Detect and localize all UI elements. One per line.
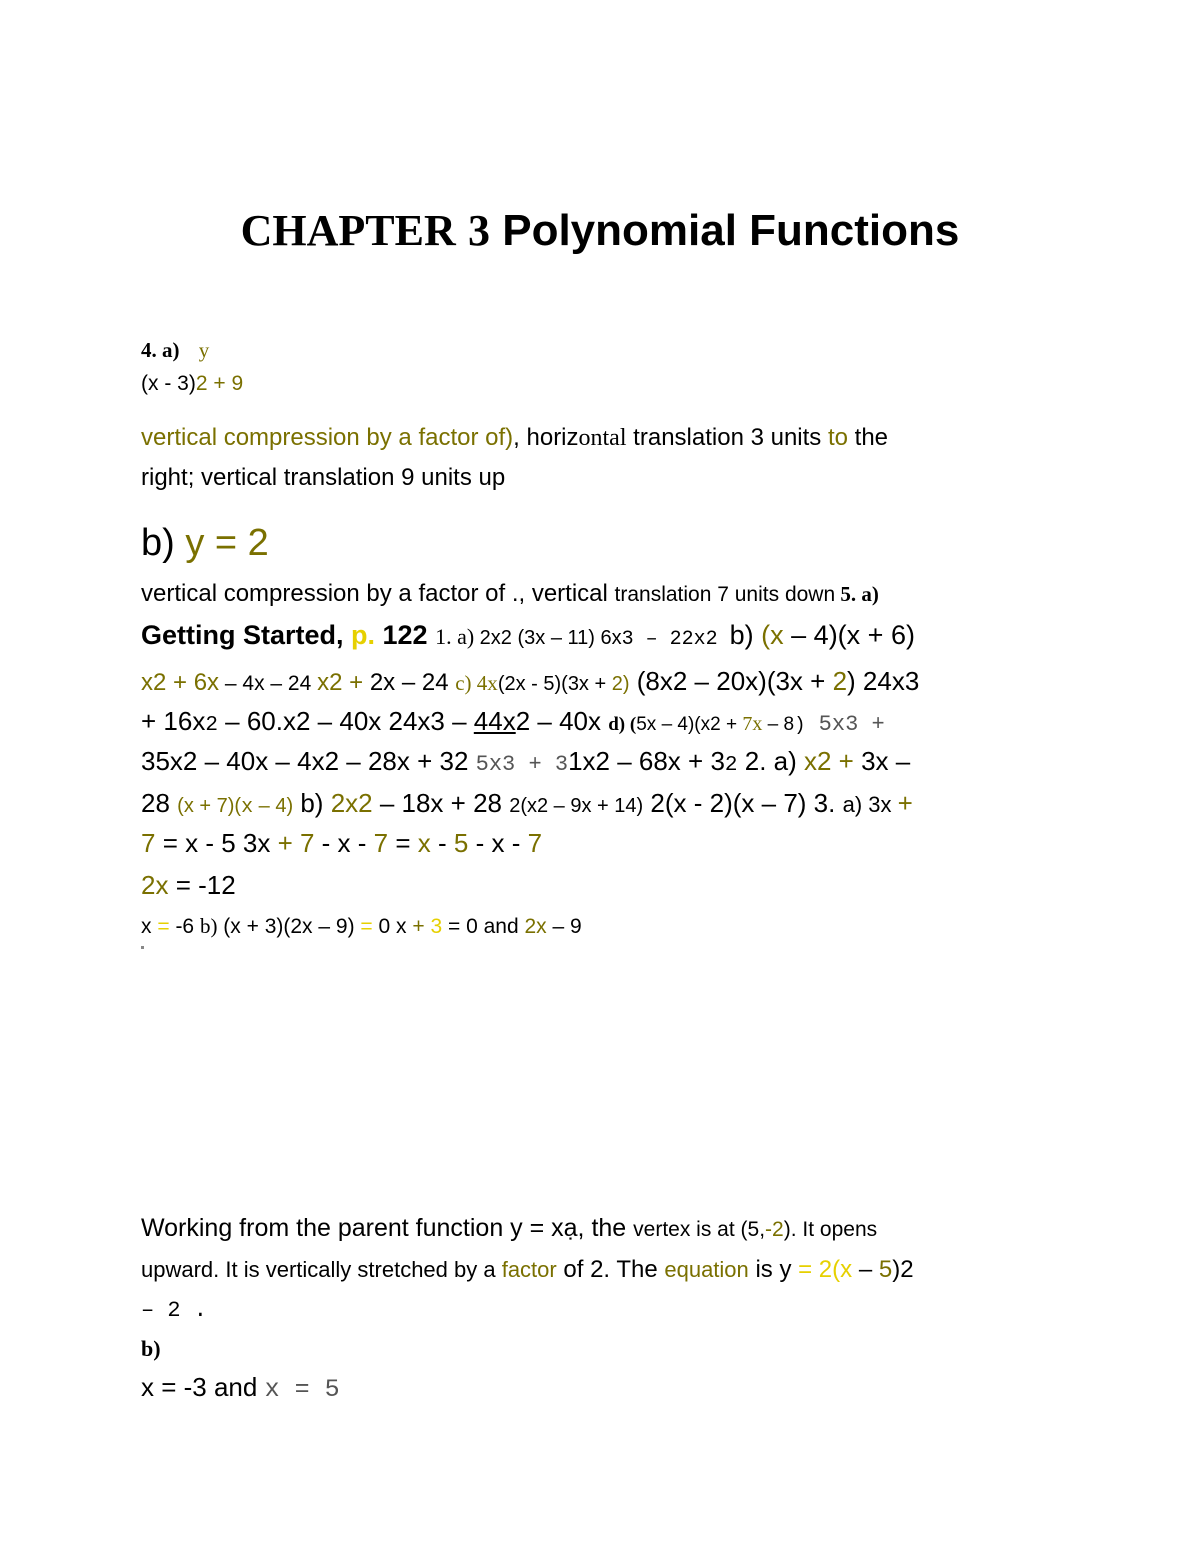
- text-span: +: [412, 915, 425, 938]
- text-span: (2x - 5)(3x +: [497, 673, 612, 695]
- text-span: ). It opens: [783, 1218, 878, 1241]
- getting-started-row-3: [141, 706, 1071, 737]
- q4b-expr: y = 2: [185, 522, 269, 564]
- text-span: factor: [501, 1257, 557, 1282]
- text-span: x2 +: [804, 746, 862, 776]
- text-span: =: [157, 915, 170, 938]
- text-span: (x + 3)(2x – 9): [217, 915, 361, 938]
- text-span: 3x –: [861, 746, 911, 776]
- q4-expr-b: 2 + 9: [195, 372, 244, 395]
- text-span: c) 4x: [455, 671, 498, 695]
- text-span: is y: [748, 1256, 799, 1283]
- text-span: x: [241, 796, 254, 819]
- stray-mark: [141, 946, 144, 949]
- q4b-description: [141, 580, 1071, 608]
- text-span: d) (: [608, 714, 637, 735]
- text-span: 2x2 (3x – 11) 6x: [479, 627, 622, 649]
- text-span: -: [430, 828, 454, 858]
- text-span: x = -3 and: [141, 1372, 265, 1402]
- text-span: of): [485, 424, 514, 451]
- text-span: upward. It is vertically stretched by a: [141, 1257, 502, 1282]
- text-span: of 2. The: [556, 1256, 665, 1283]
- text-span: 5x – 4)(x2 +: [636, 714, 743, 735]
- text-span: 2 – 40x: [515, 706, 609, 736]
- text-span: p.: [351, 620, 376, 650]
- text-span: 1x2 – 68x + 3: [568, 746, 725, 776]
- text-span: x2 + 6x: [141, 669, 220, 696]
- text-span: – 4): [253, 795, 294, 817]
- text-span: vertex is at: [633, 1218, 735, 1241]
- text-span: = -12: [168, 870, 236, 900]
- text-span: – 4x – 24: [219, 672, 318, 695]
- text-span: – 60.x2 – 40x 24x3 –: [217, 706, 474, 736]
- text-span: 2x: [141, 870, 169, 900]
- part-b-label: b): [141, 1336, 161, 1361]
- text-span: translation 3 units: [626, 424, 828, 451]
- text-span: (x + 7)(: [177, 795, 242, 817]
- text-span: – 9: [546, 915, 582, 938]
- q4-label: 4. a): [141, 338, 180, 362]
- getting-started-row-5: [141, 788, 1071, 819]
- q4-expression: [141, 372, 1071, 396]
- q4-description-line-1: [141, 424, 1071, 452]
- getting-started-row-7: [141, 870, 1071, 901]
- bottom-paragraph-line-2: [141, 1256, 1071, 1284]
- text-span: +: [897, 788, 913, 818]
- text-span: – 18x + 28: [372, 788, 510, 818]
- text-span: - x -: [468, 828, 528, 858]
- text-span: 5. a): [835, 582, 879, 606]
- text-span: ontal: [578, 425, 627, 451]
- text-span: 2(x2 – 9x + 14): [509, 795, 644, 817]
- text-span: 5x3 +: [805, 712, 885, 737]
- text-span: 2): [611, 673, 630, 695]
- text-span: –: [852, 1256, 879, 1283]
- text-span: =: [388, 828, 418, 858]
- title-number: 3: [467, 206, 490, 255]
- text-span: 2: [205, 714, 218, 737]
- text-span: 1. a): [435, 624, 480, 649]
- text-span: = 0 and: [442, 915, 525, 938]
- text-span: 2x: [524, 915, 547, 938]
- text-span: 5: [453, 828, 469, 858]
- text-span: , horiz: [513, 424, 579, 451]
- page-title: [0, 205, 1200, 256]
- getting-started-row-8: [141, 914, 1071, 939]
- q4b-expression: [141, 522, 1071, 565]
- title-chapter: CHAPTER: [240, 206, 456, 255]
- text-span: 28: [141, 788, 178, 818]
- text-span: (5,: [734, 1218, 766, 1241]
- text-span: 2: [832, 666, 848, 696]
- text-span: -6: [169, 915, 200, 938]
- text-span: translation 7 units down: [614, 583, 836, 606]
- text-span: vertical compression by a factor of ., vertical: [141, 580, 615, 607]
- text-span: 7: [527, 828, 543, 858]
- text-span: -2: [765, 1218, 784, 1241]
- text-span: – 8: [762, 714, 795, 735]
- text-span: Working from the parent function y = xạ, the: [141, 1214, 634, 1242]
- text-span: equation: [664, 1257, 749, 1282]
- q4-y: y: [198, 338, 210, 362]
- text-span: 122: [375, 620, 436, 650]
- getting-started-row-4: [141, 746, 1071, 777]
- getting-started-row-2: [141, 666, 1071, 697]
- text-span: the: [847, 424, 889, 451]
- text-span: 0 x: [372, 915, 413, 938]
- part-b-answer: [141, 1372, 1071, 1404]
- text-span: – 4)(x + 6): [783, 620, 915, 650]
- text-span: ): [794, 714, 806, 736]
- q4-label-line: [141, 338, 1071, 363]
- text-span: 5: [878, 1256, 893, 1283]
- q4-expr-a: (x - 3): [141, 372, 196, 395]
- text-span: to: [827, 424, 848, 451]
- text-span: 2. a): [737, 746, 804, 776]
- text-span: x: [141, 915, 158, 938]
- text-span: - x -: [314, 828, 374, 858]
- bottom-paragraph-line-3: – 2 .: [141, 1298, 208, 1323]
- q4-description-line-2: right; vertical translation 9 units up: [141, 464, 506, 491]
- text-span: a) 3x: [842, 792, 898, 817]
- text-span: =: [360, 915, 373, 938]
- text-span: (x: [761, 620, 784, 650]
- text-span: 2: [705, 628, 730, 651]
- text-span: 5x3 + 3: [475, 752, 569, 777]
- text-span: x = 5: [264, 1375, 340, 1404]
- text-span: 7x: [742, 713, 763, 735]
- bottom-paragraph-line-1: [141, 1214, 1071, 1243]
- text-span: )2: [892, 1256, 914, 1283]
- text-span: b): [293, 788, 331, 818]
- text-span: 2x – 24: [369, 669, 456, 696]
- text-span: + 7: [277, 828, 315, 858]
- text-span: 2: [724, 754, 738, 777]
- text-span: x2 +: [317, 669, 370, 696]
- section-heading: Getting Started,: [141, 620, 352, 650]
- text-span: 44x: [473, 706, 516, 736]
- text-span: 3 – 22x: [621, 628, 706, 651]
- text-span: = 2(x: [798, 1256, 853, 1283]
- getting-started-row-1: [141, 620, 1071, 651]
- text-span: 2x2: [330, 788, 373, 818]
- text-span: 7: [141, 828, 156, 858]
- title-subject: Polynomial Functions: [502, 206, 960, 255]
- text-span: 2(x - 2)(x – 7) 3.: [643, 788, 843, 818]
- text-span: vertical compression by a factor: [141, 424, 486, 451]
- text-span: ) 24x3: [847, 666, 920, 696]
- text-span: = x - 5 3x: [155, 828, 278, 858]
- text-span: b): [729, 620, 762, 650]
- getting-started-row-6: [141, 828, 1071, 859]
- text-span: 7: [373, 828, 389, 858]
- text-span: 3: [430, 915, 443, 938]
- text-span: + 16x: [141, 706, 206, 736]
- text-span: 35x2 – 40x – 4x2 – 28x + 32: [141, 746, 476, 776]
- text-span: (8x2 – 20x)(3x +: [629, 666, 833, 696]
- text-span: x: [417, 828, 431, 858]
- q4b-label: b): [141, 522, 186, 564]
- text-span: b): [199, 914, 218, 938]
